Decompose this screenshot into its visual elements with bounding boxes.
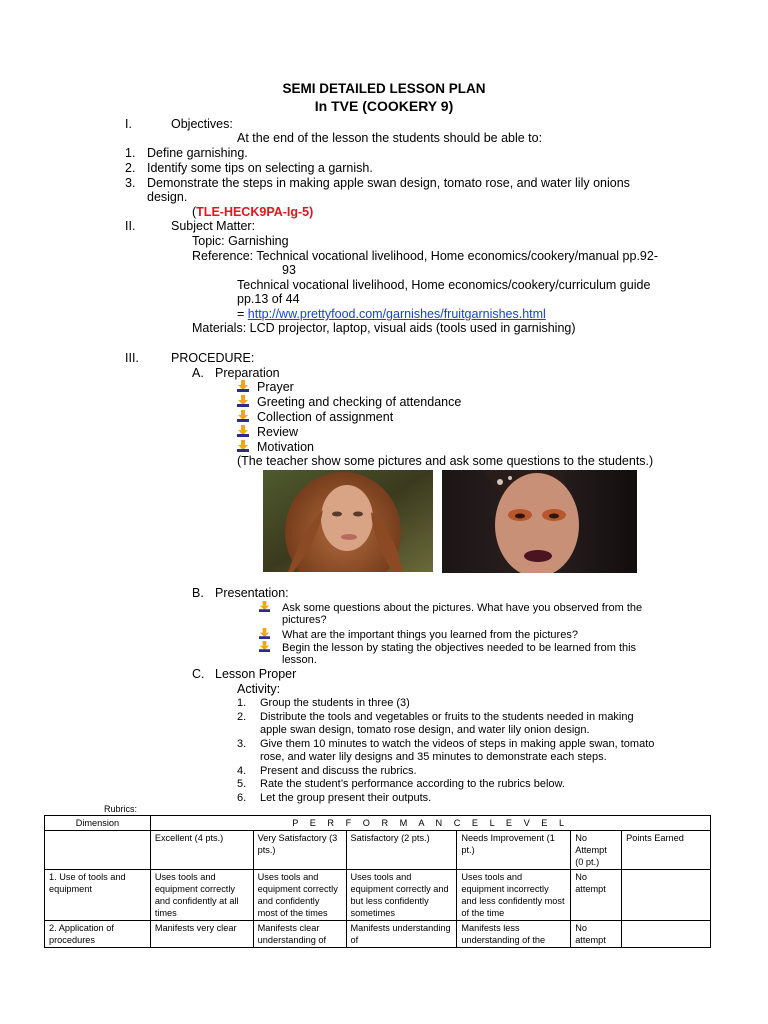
table-cell: No attempt bbox=[571, 921, 622, 948]
table-cell: Manifests very clear bbox=[150, 921, 253, 948]
table-cell: Manifests understanding of bbox=[346, 921, 457, 948]
activity-heading: Activity: bbox=[237, 682, 281, 696]
objective-item-continuation: design. bbox=[147, 190, 188, 204]
reference-line: 93 bbox=[282, 263, 296, 277]
subsection-letter: C. bbox=[192, 667, 205, 681]
list-item: Collection of assignment bbox=[237, 410, 393, 425]
arrow-bullet-icon bbox=[237, 380, 249, 392]
subject-matter-heading: Subject Matter: bbox=[171, 219, 256, 233]
table-header-row bbox=[45, 816, 711, 831]
reference-line: Technical vocational livelihood, Home economics/cookery/curriculum guide bbox=[237, 278, 651, 292]
topic-line: Topic: Garnishing bbox=[192, 234, 289, 248]
document-subtitle: In TVE (COOKERY 9) bbox=[314, 98, 454, 114]
activity-item: Give them 10 minutes to watch the videos of steps in making apple swan, tomato bbox=[260, 738, 655, 750]
section-numeral-subject: II. bbox=[125, 219, 136, 233]
reference-link[interactable]: http://ww.prettyfood.com/garnishes/fruitgarnishes.html bbox=[247, 307, 546, 321]
objective-num: 2. bbox=[125, 161, 136, 175]
table-cell: Uses tools and equipment correctly and but less confidently sometimes bbox=[346, 870, 457, 921]
activity-num: 3. bbox=[237, 738, 247, 750]
materials-line: Materials: LCD projector, laptop, visual aids (tools used in garnishing) bbox=[192, 321, 576, 335]
table-cell bbox=[45, 831, 151, 870]
list-item: What are the important things you learned from the pictures? bbox=[259, 628, 578, 643]
lesson-proper-heading: Lesson Proper bbox=[215, 667, 297, 681]
arrow-bullet-icon bbox=[237, 440, 249, 452]
subsection-letter: A. bbox=[192, 366, 204, 380]
dimension-header: Dimension bbox=[45, 816, 151, 831]
level-header: Excellent (4 pts.) bbox=[150, 831, 253, 870]
procedure-heading: PROCEDURE: bbox=[171, 351, 255, 365]
objective-item: Define garnishing. bbox=[147, 146, 248, 160]
presentation-heading: Presentation: bbox=[215, 586, 289, 600]
points-earned-cell[interactable] bbox=[622, 870, 711, 921]
table-row bbox=[45, 921, 711, 948]
level-header: Satisfactory (2 pts.) bbox=[346, 831, 457, 870]
activity-item: Let the group present their outputs. bbox=[260, 792, 432, 804]
subsection-letter: B. bbox=[192, 586, 204, 600]
list-item: Motivation bbox=[237, 440, 314, 455]
activity-num: 4. bbox=[237, 765, 247, 777]
list-item-continuation: lesson. bbox=[282, 654, 317, 666]
objectives-intro: At the end of the lesson the students should be able to: bbox=[237, 131, 543, 145]
activity-item: Group the students in three (3) bbox=[260, 697, 410, 709]
points-earned-cell[interactable] bbox=[622, 921, 711, 948]
activity-item: Present and discuss the rubrics. bbox=[260, 765, 417, 777]
activity-item-continuation: apple swan design, tomato rose design, and water lily onion design. bbox=[260, 724, 590, 736]
activity-num: 5. bbox=[237, 778, 247, 790]
table-cell: Manifests clear understanding of bbox=[253, 921, 346, 948]
level-header: No Attempt (0 pt.) bbox=[571, 831, 622, 870]
competency-code: (TLE-HECK9PA-Ig-5) bbox=[192, 205, 314, 219]
arrow-bullet-icon bbox=[237, 410, 249, 422]
activity-item: Rate the student’s performance according to the rubrics below. bbox=[260, 778, 565, 790]
list-item: Ask some questions about the pictures. What have you observed from the bbox=[259, 601, 642, 616]
level-header: Points Earned bbox=[622, 831, 711, 870]
arrow-bullet-icon bbox=[237, 425, 249, 437]
reference-line: pp.13 of 44 bbox=[237, 292, 300, 306]
arrow-bullet-icon bbox=[259, 641, 270, 652]
section-numeral-procedure: III. bbox=[125, 351, 139, 365]
objective-num: 3. bbox=[125, 176, 136, 190]
table-levels-row bbox=[45, 831, 711, 870]
objective-item: Demonstrate the steps in making apple swan design, tomato rose, and water lily onions bbox=[147, 176, 630, 190]
arrow-bullet-icon bbox=[259, 628, 270, 639]
reference-line: Reference: Technical vocational livelihood, Home economics/cookery/manual pp.92- bbox=[192, 249, 658, 263]
rubrics-label: Rubrics: bbox=[104, 804, 138, 814]
woman-natural-photo bbox=[263, 470, 433, 572]
activity-item-continuation: rose, and water lily designs and 35 minutes to demonstrate each steps. bbox=[260, 751, 607, 763]
list-item: Greeting and checking of attendance bbox=[237, 395, 461, 410]
section-numeral-objectives: I. bbox=[125, 117, 132, 131]
activity-num: 1. bbox=[237, 697, 247, 709]
activity-item: Distribute the tools and vegetables or fruits to the students needed in making bbox=[260, 711, 634, 723]
performance-level-header: P E R F O R M A N C E L E V E L bbox=[150, 816, 710, 831]
list-item-continuation: pictures? bbox=[282, 614, 327, 626]
preparation-heading: Preparation bbox=[215, 366, 280, 380]
reference-url-line: = http://ww.prettyfood.com/garnishes/fruitgarnishes.html bbox=[237, 307, 546, 321]
list-item: Review bbox=[237, 425, 298, 440]
table-cell: Uses tools and equipment correctly and confidently most of the times bbox=[253, 870, 346, 921]
table-cell: Uses tools and equipment incorrectly and less confidently most of the time bbox=[457, 870, 571, 921]
activity-num: 2. bbox=[237, 711, 247, 723]
motivation-note: (The teacher show some pictures and ask some questions to the students.) bbox=[237, 454, 654, 468]
table-cell: Manifests less understanding of the bbox=[457, 921, 571, 948]
dimension-cell: 2. Application of procedures bbox=[45, 921, 151, 948]
list-item: Begin the lesson by stating the objectives needed to be learned from this bbox=[259, 641, 636, 656]
activity-num: 6. bbox=[237, 792, 247, 804]
document-title: SEMI DETAILED LESSON PLAN bbox=[282, 81, 486, 96]
arrow-bullet-icon bbox=[237, 395, 249, 407]
level-header: Needs Improvement (1 pt.) bbox=[457, 831, 571, 870]
list-item: Prayer bbox=[237, 380, 294, 395]
woman-makeup-photo bbox=[442, 470, 637, 573]
objective-num: 1. bbox=[125, 146, 136, 160]
level-header: Very Satisfactory (3 pts.) bbox=[253, 831, 346, 870]
dimension-cell: 1. Use of tools and equipment bbox=[45, 870, 151, 921]
objective-item: Identify some tips on selecting a garnish. bbox=[147, 161, 373, 175]
objectives-heading: Objectives: bbox=[171, 117, 233, 131]
table-row bbox=[45, 870, 711, 921]
table-cell: No attempt bbox=[571, 870, 622, 921]
table-cell: Uses tools and equipment correctly and confidently at all times bbox=[150, 870, 253, 921]
arrow-bullet-icon bbox=[259, 601, 270, 612]
rubrics-table bbox=[44, 815, 711, 948]
